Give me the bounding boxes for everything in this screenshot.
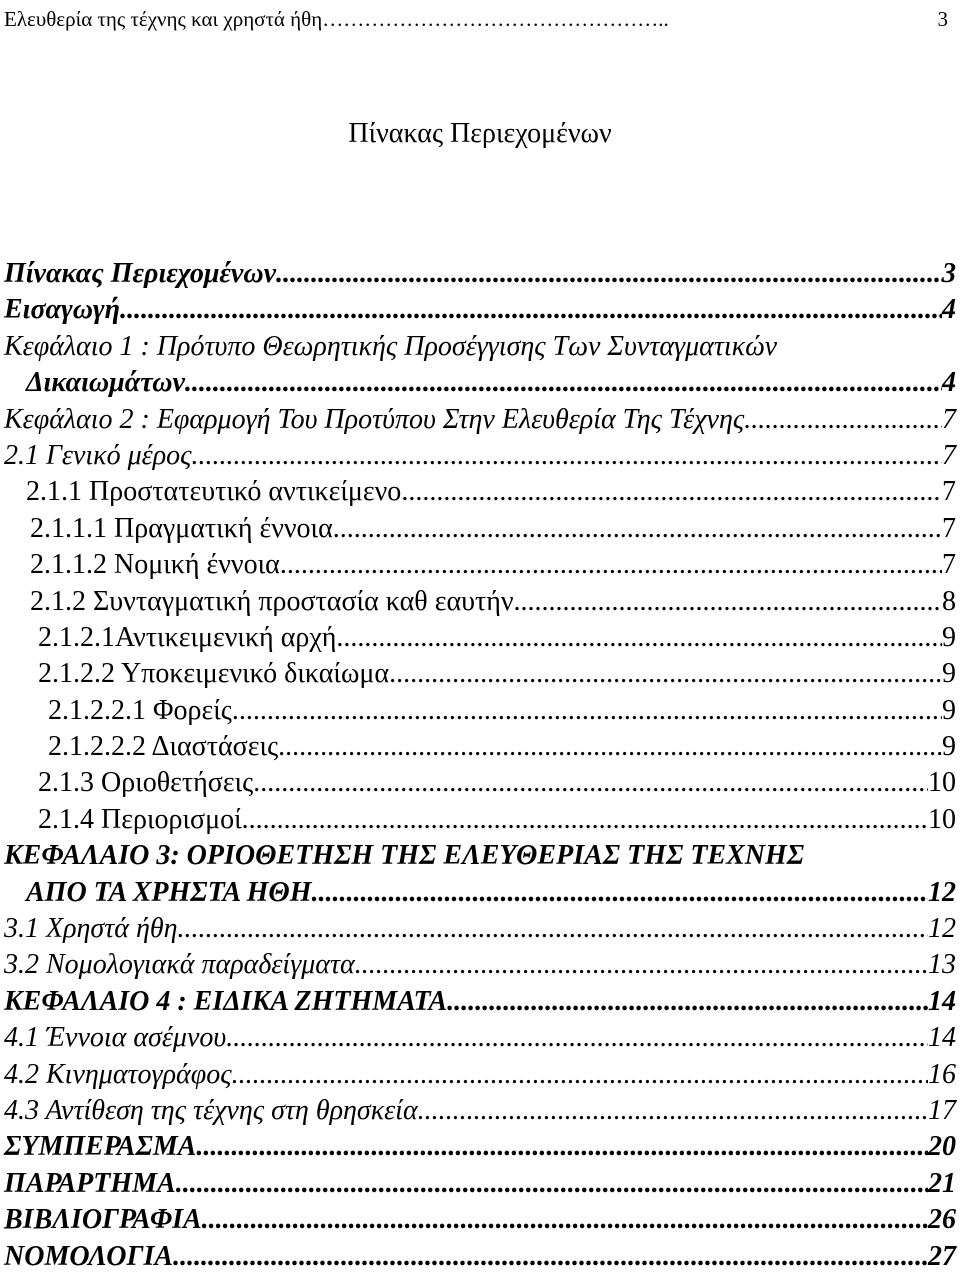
toc-entry-page-number: 7 [942,403,956,435]
toc-dot-leader [389,656,942,692]
toc-dot-leader [333,511,942,547]
toc-entry-page-number: 12 [928,876,956,908]
toc-entry-page-number: 7 [942,476,956,508]
toc-entry-page-number: 21 [928,1167,956,1199]
toc-dot-leader [202,1202,928,1238]
toc-entry[interactable] [4,474,956,510]
toc-entry[interactable] [4,1093,956,1129]
toc-entry-page-number: 7 [942,549,956,581]
toc-entry-page-number: 20 [928,1131,956,1163]
toc-dot-leader [312,875,928,911]
toc-entry[interactable] [4,693,956,729]
toc-dot-leader [232,693,942,729]
toc-entry[interactable] [4,1057,956,1093]
toc-entry-title: 2.1.2.2 Υποκειμενικό δικαίωμα [38,658,390,690]
toc-dot-leader [120,292,942,328]
table-of-contents [4,256,956,1275]
toc-entry-title: 2.1.1 Προστατευτικό αντικείμενο [26,476,402,508]
toc-entry-title: 2.1.2.1Αντικειμενική αρχή [38,621,337,653]
toc-dot-leader [278,729,942,765]
running-header [4,4,948,34]
toc-entry-page-number: 12 [928,913,956,945]
toc-dot-leader [196,1129,928,1165]
toc-entry-title: 2.1.1.2 Νομική έννοια [30,549,280,581]
toc-entry-page-number: 10 [928,803,956,835]
toc-entry-page-number: 17 [928,1094,956,1126]
toc-entry[interactable] [4,402,956,438]
toc-dot-leader [280,547,942,583]
toc-entry-title: Πίνακας Περιεχομένων [4,258,277,289]
toc-entry[interactable] [4,947,956,983]
toc-entry[interactable] [4,584,956,620]
running-header-leader: ………………………………………….. [322,7,669,31]
toc-entry-title: ΣΥΜΠΕΡΑΣΜΑ [4,1131,197,1163]
toc-entry-page-number: 9 [942,658,956,690]
toc-entry-title: 2.1.2.2.2 Διαστάσεις [48,731,279,763]
toc-entry-page-number: 9 [942,731,956,763]
toc-entry-title: 4.3 Αντίθεση της τέχνης στη θρησκεία [4,1094,418,1126]
toc-entry-page-number: 16 [928,1058,956,1090]
toc-entry-title: Κεφάλαιο 1 : Πρότυπο Θεωρητικής Προσέγγισης Των Συνταγματικών [4,330,778,362]
toc-entry-page-number: 8 [942,585,956,617]
toc-entry-title: 2.1.2 Συνταγματική προστασία καθ εαυτήν [30,585,514,617]
toc-entry[interactable] [4,292,956,328]
toc-entry[interactable] [4,365,956,401]
toc-entry-title: 2.1 Γενικό μέρος [4,439,192,471]
toc-entry-page-number: 14 [928,1022,956,1054]
toc-entry-page-number: 9 [942,621,956,653]
toc-dot-leader [185,365,942,401]
toc-dot-leader [178,911,929,947]
toc-entry[interactable] [4,1129,956,1165]
toc-entry-page-number: 26 [928,1204,956,1236]
toc-entry[interactable] [4,911,956,947]
toc-entry-title: ΚΕΦΑΛΑΙΟ 3: ΟΡΙΟΘΕΤΗΣΗ ΤΗΣ ΕΛΕΥΘΕΡΙΑΣ ΤΗΣ ΤΕΧΝΗΣ [4,840,805,872]
toc-entry-page-number: 13 [928,949,956,981]
toc-entry[interactable] [4,1202,956,1238]
toc-entry-title: 2.1.4 Περιορισμοί [38,803,242,835]
toc-entry-title: ΚΕΦΑΛΑΙΟ 4 : ΕΙΔΙΚΑ ΖΗΤΗΜΑΤΑ [4,985,448,1017]
toc-entry[interactable] [4,729,956,765]
toc-entry-title: Κεφάλαιο 2 : Εφαρμογή Του Προτύπου Στην Ελευθερία Της Τέχνης [4,403,745,435]
toc-entry-page-number: 14 [928,985,956,1017]
toc-entry-title: ΑΠΟ ΤΑ ΧΡΗΣΤΑ ΗΘΗ [26,876,312,908]
toc-dot-leader [418,1093,928,1129]
toc-entry-title: 2.1.1.1 Πραγματική έννοια [30,512,333,544]
toc-entry[interactable] [4,1020,956,1056]
toc-dot-leader [173,1239,928,1275]
toc-entry-title: 4.2 Κινηματογράφος [4,1058,232,1090]
toc-entry-title: ΒΙΒΛΙΟΓΡΑΦΙΑ [4,1204,202,1236]
toc-entry-title: ΝΟΜΟΛΟΓΙΑ [4,1240,174,1272]
toc-dot-leader [253,765,928,801]
toc-entry[interactable] [4,875,956,911]
toc-entry-title: 3.1 Χρηστά ήθη [4,913,178,945]
toc-dot-leader [226,1020,928,1056]
toc-entry-page-number: 3 [942,258,956,289]
toc-dot-leader [232,1057,928,1093]
toc-dot-leader [242,802,928,838]
toc-entry-page-number: 4 [942,294,956,326]
toc-entry[interactable] [4,838,956,874]
toc-entry-page-number: 4 [942,367,956,399]
toc-entry[interactable] [4,656,956,692]
toc-entry[interactable] [4,256,956,292]
toc-dot-leader [447,984,928,1020]
toc-entry[interactable] [4,511,956,547]
toc-entry[interactable] [4,765,956,801]
toc-entry[interactable] [4,802,956,838]
running-header-title: Ελευθερία της τέχνης και χρηστά ήθη [4,7,323,31]
toc-dot-leader [276,256,942,292]
toc-heading: Πίνακας Περιεχομένων [348,118,612,149]
toc-entry-page-number: 7 [942,512,956,544]
toc-entry[interactable] [4,1166,956,1202]
toc-dot-leader [192,438,943,474]
toc-entry-page-number: 9 [942,694,956,726]
toc-entry-title: ΠΑΡΑΡΤΗΜΑ [4,1167,176,1199]
toc-dot-leader [336,620,942,656]
toc-entry-title: 3.2 Νομολογιακά παραδείγματα [4,949,355,981]
toc-dot-leader [514,584,942,620]
toc-entry-page-number: 27 [928,1240,956,1272]
toc-dot-leader [355,947,928,983]
toc-entry-page-number: 7 [942,439,956,471]
toc-entry-title: 4.1 Έννοια ασέμνου [4,1022,227,1054]
toc-entry[interactable] [4,1239,956,1275]
toc-dot-leader [744,402,942,438]
toc-dot-leader [401,474,942,510]
toc-entry-title: Εισαγωγή [4,294,120,326]
toc-entry-title: 2.1.2.2.1 Φορείς [48,694,232,726]
toc-entry[interactable] [4,620,956,656]
toc-entry-title: 2.1.3 Οριοθετήσεις [38,767,254,799]
toc-entry-page-number: 10 [928,767,956,799]
toc-entry[interactable] [4,438,956,474]
toc-entry[interactable] [4,547,956,583]
toc-dot-leader [176,1166,928,1202]
running-header-page-number: 3 [937,7,948,31]
toc-entry[interactable] [4,329,956,365]
toc-entry-title: Δικαιωμάτων [26,367,185,399]
toc-entry[interactable] [4,984,956,1020]
